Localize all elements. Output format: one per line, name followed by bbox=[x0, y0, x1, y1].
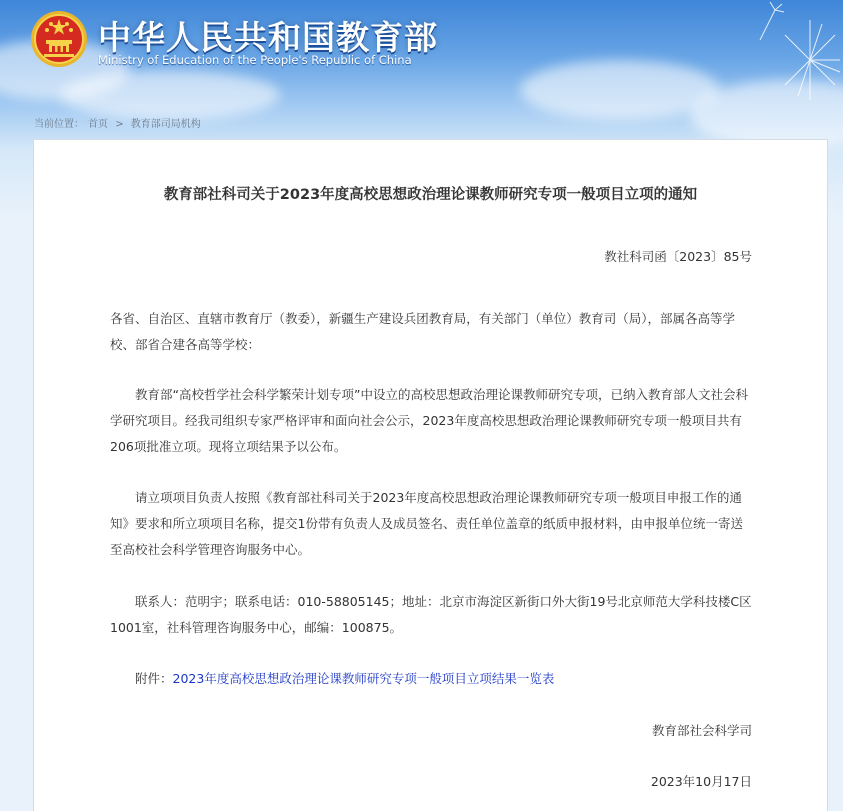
signature: 教育部社会科学司 bbox=[651, 723, 752, 738]
breadcrumb-section-link[interactable]: 教育部司局机构 bbox=[130, 119, 201, 130]
document-number: 教社科司函〔2023〕85号 bbox=[604, 249, 752, 264]
breadcrumb bbox=[34, 115, 205, 130]
cloud-decoration bbox=[60, 70, 280, 120]
salutation: 各省、自治区、直辖市教育厅（教委），新疆生产建设兵团教育局，有关部门（单位）教育司（局），部属各高等学校、部省合建各高等学校： bbox=[110, 311, 736, 352]
paragraph-contact: 联系人：范明宇；联系电话：010-58805145；地址：北京市海淀区新街口外大街19号北京师范大学科技楼C区1001室，社科管理咨询服务中心，邮编：100875。 bbox=[110, 594, 752, 635]
site-title-en[interactable]: Ministry of Education of the People's Republic of China bbox=[98, 53, 412, 67]
breadcrumb-separator: > bbox=[115, 119, 124, 130]
breadcrumb-home-link[interactable]: 首页 bbox=[88, 119, 108, 130]
article-title: 教育部社科司关于2023年度高校思想政治理论课教师研究专项一般项目立项的通知 bbox=[163, 187, 698, 203]
attachment-line bbox=[110, 666, 753, 692]
attachment-link[interactable]: 2023年度高校思想政治理论课教师研究专项一般项目立项结果一览表 bbox=[172, 671, 555, 686]
dandelion-decoration-icon bbox=[740, 0, 843, 120]
paragraph-announcement: 教育部“高校哲学社会科学繁荣计划专项”中设立的高校思想政治理论课教师研究专项，已纳入教育部人文社会科学研究项目。经我司组织专家严格评审和面向社会公示，2023年度高校思想政治理论课教师研究专项一般项目共有206项批准立项。现将立项结果予以公布。 bbox=[110, 387, 748, 454]
publish-date: 2023年10月17日 bbox=[650, 774, 752, 789]
site-title-cn[interactable]: 中华人民共和国教育部 bbox=[98, 18, 438, 57]
breadcrumb-label: 当前位置： bbox=[34, 119, 84, 130]
national-emblem-icon bbox=[30, 10, 88, 68]
attachment-label: 附件： bbox=[135, 671, 173, 686]
paragraph-instructions: 请立项项目负责人按照《教育部社科司关于2023年度高校思想政治理论课教师研究专项一般项目申报工作的通知》要求和所立项项目名称，提交1份带有负责人及成员签名、责任单位盖章的纸质申报材料，由申报单位统一寄送至高校社会科学管理咨询服务中心。 bbox=[110, 490, 743, 557]
article-panel bbox=[33, 139, 828, 811]
